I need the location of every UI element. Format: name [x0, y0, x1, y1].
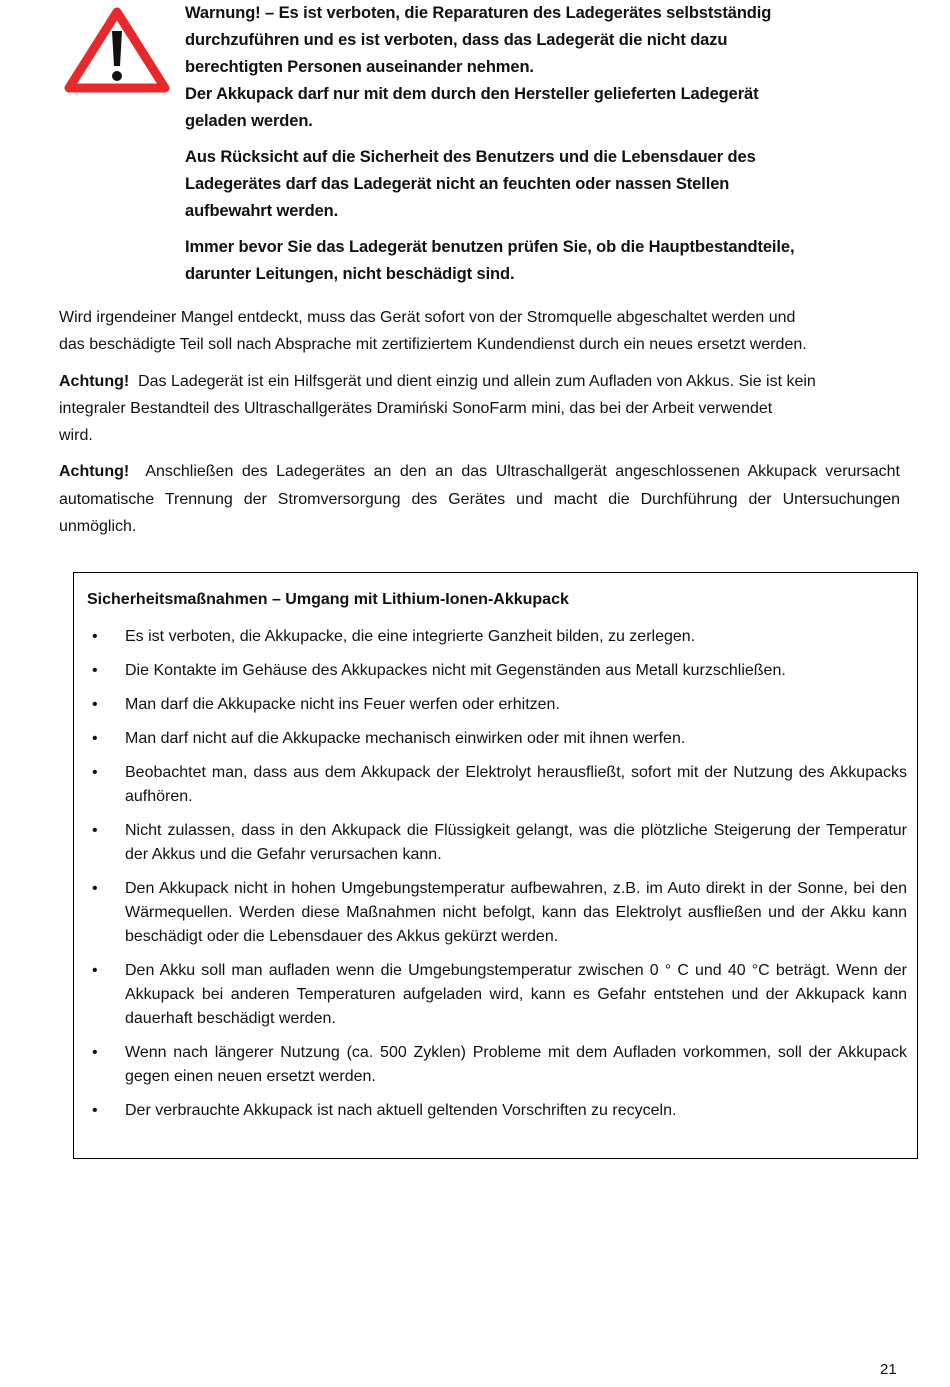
- bullet-icon: •: [92, 628, 98, 645]
- list-item: [74, 819, 919, 867]
- list-item-text: Den Akkupack nicht in hohen Umgebungstemperatur aufbewahren, z.B. im Auto direkt in der Sonne, bei den Wärmequellen. Werden diese Maßnahmen nicht befolgt, kann das Elektrolyt ausfließen und der Akku kann beschädigt oder die Lebensdauer des Akkus gekürzt werden.: [125, 880, 907, 945]
- bullet-icon: •: [92, 696, 98, 713]
- list-item: [74, 1041, 919, 1089]
- warning-line: durchzuführen und es ist verboten, dass das Ladegerät die nicht dazu: [185, 31, 728, 49]
- bullet-icon: •: [92, 880, 98, 897]
- list-item-text: Die Kontakte im Gehäuse des Akkupackes nicht mit Gegenständen aus Metall kurzschließen.: [125, 662, 786, 679]
- warning-line: Der Akkupack darf nur mit dem durch den Hersteller gelieferten Ladegerät: [185, 85, 759, 103]
- attention-label: Achtung!: [59, 463, 130, 481]
- attention-paragraph-2: [59, 458, 900, 540]
- warning-paragraph-3: [185, 234, 885, 288]
- list-item-text: Es ist verboten, die Akkupacke, die eine integrierte Ganzheit bilden, zu zerlegen.: [125, 628, 696, 645]
- bullet-icon: •: [92, 822, 98, 839]
- attention-label: Achtung!: [59, 372, 130, 390]
- body-line: das beschädigte Teil soll nach Absprache mit zertifiziertem Kundendienst durch ein neues ersetzt werden.: [59, 336, 807, 354]
- list-item-text: Nicht zulassen, dass in den Akkupack die Flüssigkeit gelangt, was die plötzliche Steigerung der Temperatur der Akkus und die Gefahr verursachen kann.: [125, 822, 907, 863]
- list-item: [74, 625, 919, 649]
- warning-paragraph-2: [185, 144, 885, 225]
- body-line: Wird irgendeiner Mangel entdeckt, muss das Gerät sofort von der Stromquelle abgeschaltet werden und: [59, 309, 796, 326]
- list-item: [74, 727, 919, 751]
- body-line: Das Ladegerät ist ein Hilfsgerät und dient einzig und allein zum Aufladen von Akkus. Sie ist kein: [138, 372, 816, 390]
- warning-line: Aus Rücksicht auf die Sicherheit des Benutzers und die Lebensdauer des: [185, 148, 756, 166]
- list-item: [74, 1099, 919, 1123]
- body-line: wird.: [59, 427, 93, 445]
- warning-line: Immer bevor Sie das Ladegerät benutzen prüfen Sie, ob die Hauptbestandteile,: [185, 238, 795, 256]
- warning-paragraph-1: [185, 0, 885, 135]
- list-item: [74, 693, 919, 717]
- bullet-icon: •: [92, 1102, 98, 1119]
- list-item-text: Der verbrauchte Akkupack ist nach aktuell geltenden Vorschriften zu recyceln.: [125, 1102, 677, 1119]
- safety-list: [74, 625, 919, 1133]
- safety-box: [73, 572, 918, 1159]
- list-item: [74, 959, 919, 1031]
- list-item-text: Man darf nicht auf die Akkupacke mechanisch einwirken oder mit ihnen werfen.: [125, 730, 686, 747]
- page-number: 21: [880, 1361, 897, 1378]
- list-item: [74, 877, 919, 949]
- warning-text: [185, 0, 885, 297]
- bullet-icon: •: [92, 662, 98, 679]
- list-item-text: Man darf die Akkupacke nicht ins Feuer werfen oder erhitzen.: [125, 696, 560, 713]
- warning-line: berechtigten Personen auseinander nehmen.: [185, 58, 534, 76]
- safety-box-title: Sicherheitsmaßnahmen – Umgang mit Lithium-Ionen-Akkupack: [87, 591, 569, 608]
- warning-triangle-icon: [64, 6, 170, 94]
- list-item-text: Beobachtet man, dass aus dem Akkupack der Elektrolyt herausfließt, sofort mit der Nutzung des Akkupacks aufhören.: [125, 764, 907, 805]
- warning-line: geladen werden.: [185, 112, 313, 130]
- warning-line: aufbewahrt werden.: [185, 202, 339, 220]
- list-item: [74, 761, 919, 809]
- bullet-icon: •: [92, 764, 98, 781]
- warning-line: darunter Leitungen, nicht beschädigt sind.: [185, 265, 515, 283]
- attention-paragraph-1: [59, 368, 900, 450]
- list-item-text: Den Akku soll man aufladen wenn die Umgebungstemperatur zwischen 0 ° C und 40 °C beträgt. Wenn der Akkupack bei anderen Temperaturen aufgeladen wird, kann es Gefahr entstehen und der Akkupack kann dauerhaft beschädigt werden.: [125, 962, 907, 1027]
- bullet-icon: •: [92, 730, 98, 747]
- defect-paragraph: [59, 304, 900, 359]
- body-line: integraler Bestandteil des Ultraschallgerätes Dramiński SonoFarm mini, das bei der Arbeit verwendet: [59, 399, 773, 417]
- list-item-text: Wenn nach längerer Nutzung (ca. 500 Zyklen) Probleme mit dem Aufladen vorkommen, soll der Akkupack gegen einen neuen ersetzt werden.: [125, 1044, 907, 1085]
- bullet-icon: •: [92, 1044, 98, 1061]
- warning-line: Ladegerätes darf das Ladegerät nicht an feuchten oder nassen Stellen: [185, 175, 730, 193]
- attention-text: Anschließen des Ladegerätes an den an das Ultraschallgerät angeschlossenen Akkupack verursacht automatische Trennung der Stromversorgung des Gerätes und macht die Durchführung der Untersuchungen unmöglich.: [59, 463, 900, 536]
- body-text: [59, 304, 900, 549]
- bullet-icon: •: [92, 962, 98, 979]
- list-item: [74, 659, 919, 683]
- warning-line: Warnung! – Es ist verboten, die Reparaturen des Ladegerätes selbstständig: [185, 4, 772, 22]
